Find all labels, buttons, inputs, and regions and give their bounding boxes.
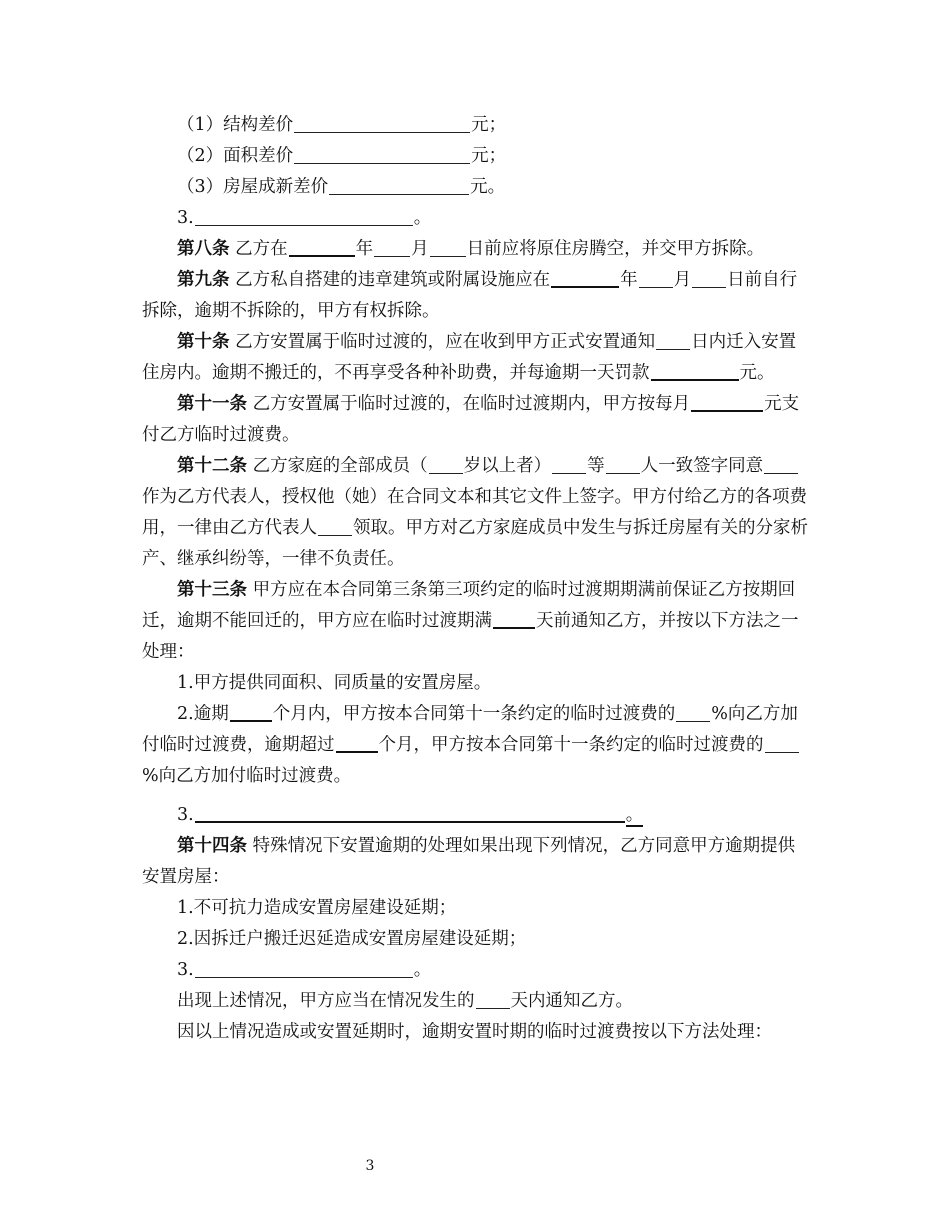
clause-text: 3. [177,208,194,228]
article-14 [142,831,808,893]
page-number: 3 [365,1158,375,1174]
article-12 [142,451,808,575]
article-13-item-2 [142,699,808,792]
blank-line [651,361,739,381]
blank-line [764,455,798,474]
article-9 [142,265,808,327]
clause-text: 日前自行拆除，逾期不拆除的，甲方有权拆除。 [142,270,798,321]
blank-line [656,331,690,350]
clause-text: 乙方私自搭建的违章建筑或附属设施应在 [235,270,551,290]
clause-text: 。 [413,960,432,980]
clause-text: （3）房屋成新差价 [177,177,329,197]
clause-text: 。 [625,805,644,825]
clause-text: 出现上述情况，甲方应当在情况发生的 [177,991,475,1011]
blank-line [552,455,586,474]
blank-line [294,145,470,164]
blank-line [692,269,726,288]
article-heading: 第九条 [177,270,230,290]
article-heading: 第八条 [177,239,230,259]
clause-text: 元。 [739,363,775,383]
clause-text: 岁以上者） [463,456,552,476]
blank-line [195,959,413,978]
clause-text: 元。 [470,177,506,197]
price-diff-structure [142,110,808,141]
clause-text: 日内迁入安置住房内。逾期不搬迁的，不再享受各种补助费，并每逾期一天罚款 [142,332,797,383]
clause-text: 特殊情况下安置逾期的处理如果出现下列情况，乙方同意甲方逾期提供安置房屋： [142,836,796,887]
clause-text: 元； [471,146,507,166]
clause-text: 因以上情况造成或安置延期时，逾期安置时期的临时过渡费按以下方法处理： [177,1022,772,1042]
article-heading: 第十条 [177,332,230,352]
blank-line [294,114,470,133]
clause-text: 元； [471,115,507,135]
clause-text: 乙方家庭的全部成员（ [252,456,428,476]
clause-text: 个月内，甲方按本合同第十一条约定的临时过渡费的 [272,704,676,724]
article-14-item-3 [142,955,808,986]
clause-text: 个月，甲方按本合同第十一条约定的临时过渡费的 [378,735,764,755]
article-14-item-1 [142,893,808,924]
blank-line [765,734,799,753]
article-13-item-3 [142,800,808,831]
blank-line [430,238,466,257]
blank-line [551,268,619,288]
clause-text: 元支付乙方临时过渡费。 [142,394,800,445]
article-14-item-2 [142,924,808,955]
clause-text: 乙方在 [235,239,288,259]
article-11 [142,389,808,451]
clause-text: 3. [177,960,194,980]
blank-line [493,609,535,629]
clause-text: 乙方安置属于临时过渡的，应在收到甲方正式安置通知 [235,332,656,352]
blank-line [329,176,469,195]
article-heading: 第十四条 [177,836,247,856]
article-heading: 第十三条 [177,580,247,600]
clause-text: 人一致签字同意 [640,456,764,476]
clause-text: 1.不可抗力造成安置房屋建设延期； [177,898,457,918]
blank-line [676,703,710,722]
price-diff-area [142,141,808,172]
clause-text: 月 [673,270,692,290]
document-body [142,110,808,1048]
price-diff-other [142,203,808,234]
clause-text: 2.逾期 [177,704,229,724]
article-heading: 第十一条 [177,394,247,414]
price-diff-condition [142,172,808,203]
blank-line [289,237,355,257]
clause-text: 年 [355,239,374,259]
clause-text: 作为乙方代表人，授权他（她）在合同文本和其它文件上签字。甲方付给乙方的各项费用，一律由乙方代表人 [142,487,807,538]
blank-line [606,455,640,474]
article-10 [142,327,808,389]
clause-text: 等 [587,456,605,476]
blank-line [639,269,673,288]
article-8 [142,234,808,265]
article-13-item-1 [142,668,808,699]
blank-line [195,803,625,823]
clause-text: 2.因拆迁户搬迁迟延造成安置房屋建设延期； [177,929,527,949]
clause-text: 3. [177,805,194,825]
blank-line [429,455,463,474]
clause-text: 乙方安置属于临时过渡的，在临时过渡期内，甲方按每月 [252,394,691,414]
article-14-note-1 [142,986,808,1017]
clause-text: 天前通知乙方，并按以下方法之一处理： [142,611,799,662]
blank-line [476,990,510,1009]
clause-text: 年 [620,270,638,290]
article-heading: 第十二条 [177,456,247,476]
clause-text: 月 [411,239,429,259]
clause-text: 领取。甲方对乙方家庭成员中发生与拆迁房屋有关的分家析产、继承纠纷等，一律不负责任。 [142,518,808,569]
blank-line [336,733,378,753]
clause-text: （1）结构差价 [177,115,294,135]
clause-text: %向乙方加付临时过渡费。 [142,766,352,786]
blank-line [230,702,272,722]
clause-text: 1.甲方提供同面积、同质量的安置房屋。 [177,673,492,693]
clause-text: 天内通知乙方。 [510,991,633,1011]
clause-text: 日前应将原住房腾空，并交甲方拆除。 [466,239,765,259]
article-13 [142,575,808,668]
blank-line [195,207,413,226]
blank-line [318,517,352,536]
article-14-note-2 [142,1017,808,1048]
blank-line [691,392,763,412]
clause-text: 。 [413,208,432,228]
clause-text: 甲方应在本合同第三条第三项约定的临时过渡期期满前保证乙方按期回迁，逾期不能回迁的，甲方应在临时过渡期满 [142,580,796,631]
clause-text: （2）面积差价 [177,146,294,166]
clause-text: %向乙方加付临时过渡费，逾期超过 [142,704,798,755]
blank-line [374,238,410,257]
